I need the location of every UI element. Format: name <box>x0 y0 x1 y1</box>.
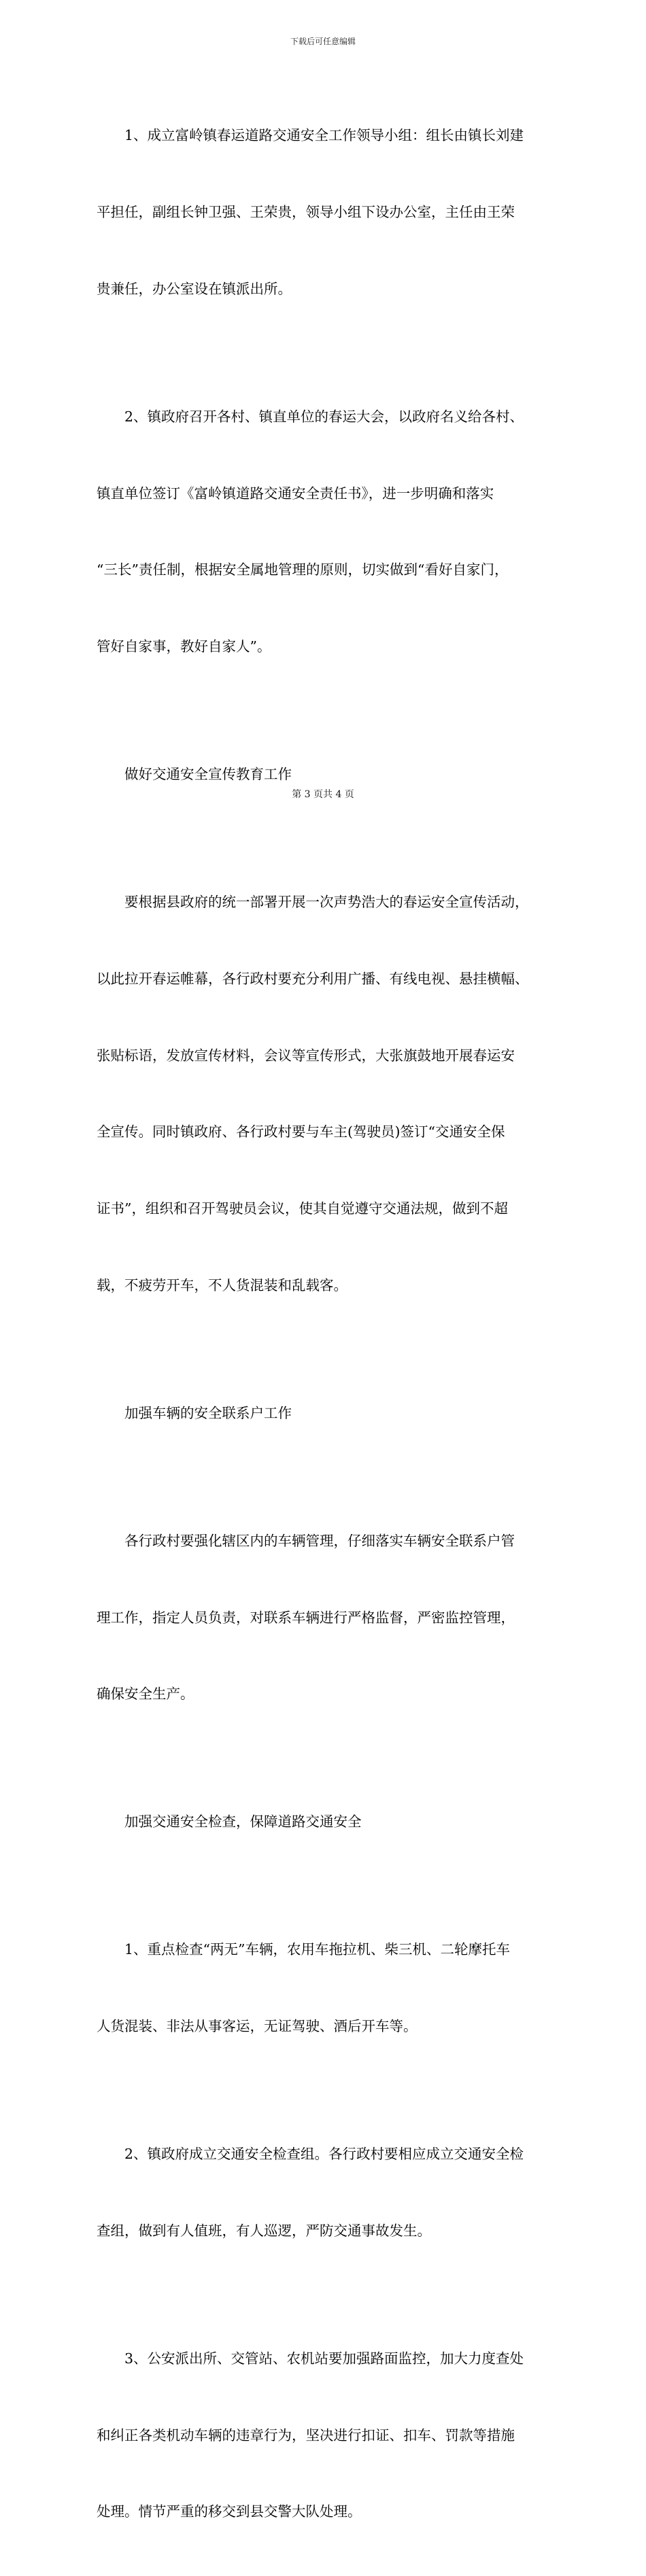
text-line: 张贴标语，发放宣传材料，会议等宣传形式，大张旗鼓地开展春运安 <box>97 1047 515 1064</box>
page-header: 下载后可任意编辑 <box>290 37 356 46</box>
paragraph-1 <box>97 72 551 353</box>
text-line: 加强车辆的安全联系户工作 <box>97 1404 292 1421</box>
text-line: 2、镇政府召开各村、镇直单位的春运大会，以政府名义给各村、 <box>97 408 524 425</box>
text-line: 镇直单位签订《富岭镇道路交通安全责任书》，进一步明确和落实 <box>97 485 494 502</box>
text-line: 要根据县政府的统一部署开展一次声势浩大的春运安全宣传活动， <box>97 894 529 910</box>
text-line: 做好交通安全宣传教育工作 <box>97 766 292 783</box>
text-line: 平担任，副组长钟卫强、王荣贵，领导小组下设办公室，主任由王荣 <box>97 203 515 220</box>
text-line: 管好自家事，教好自家人”。 <box>97 638 271 655</box>
text-line: 各行政村要强化辖区内的车辆管理，仔细落实车辆安全联系户管 <box>97 1532 515 1549</box>
text-line: 理工作，指定人员负责，对联系车辆进行严格监督，严密监控管理， <box>97 1609 515 1626</box>
text-line: 和纠正各类机动车辆的违章行为，坚决进行扣证、扣车、罚款等措施 <box>97 2426 515 2443</box>
paragraph-publicity <box>97 839 551 1350</box>
text-line: “三长”责任制，根据安全属地管理的原则，切实做到“看好自家门， <box>97 561 509 578</box>
section-heading-publicity <box>97 711 551 839</box>
section-heading-vehicles <box>97 1350 551 1478</box>
text-line: 证书”，组织和召开驾驶员会议，使其自觉遵守交通法规，做到不超 <box>97 1200 508 1217</box>
text-line: 载，不疲劳开车，不人货混装和乱载客。 <box>97 1276 347 1293</box>
text-line: 1、成立富岭镇春运道路交通安全工作领导小组：组长由镇长刘建 <box>97 127 524 144</box>
text-line: 处理。情节严重的移交到县交警大队处理。 <box>97 2503 362 2520</box>
text-line: 加强交通安全检查，保障道路交通安全 <box>97 1813 362 1830</box>
text-line: 1、重点检查“两无”车辆，农用车拖拉机、柴三机、二轮摩托车 <box>97 1941 511 1958</box>
text-line: 全宣传。同时镇政府、各行政村要与车主(驾驶员)签订“交通安全保 <box>97 1124 505 1141</box>
paragraph-2 <box>97 353 551 711</box>
paragraph-inspection-2 <box>97 2091 551 2295</box>
paragraph-inspection-3 <box>97 2295 551 2576</box>
text-line: 3、公安派出所、交管站、农机站要加强路面监控，加大力度查处 <box>97 2350 524 2367</box>
text-line: 以此拉开春运帷幕，各行政村要充分利用广播、有线电视、悬挂横幅、 <box>97 970 529 987</box>
text-line: 人货混装、非法从事客运，无证驾驶、酒后开车等。 <box>97 2018 418 2035</box>
page-footer: 第 3 页共 4 页 <box>292 789 354 800</box>
section-heading-inspection <box>97 1758 551 1886</box>
paragraph-inspection-1 <box>97 1886 551 2091</box>
document-body <box>97 72 551 2576</box>
text-line: 2、镇政府成立交通安全检查组。各行政村要相应成立交通安全检 <box>97 2146 524 2163</box>
paragraph-vehicles <box>97 1478 551 1759</box>
text-line: 贵兼任，办公室设在镇派出所。 <box>97 280 292 297</box>
text-line: 查组，做到有人值班，有人巡逻，严防交通事故发生。 <box>97 2222 431 2239</box>
text-line: 确保安全生产。 <box>97 1686 194 1703</box>
